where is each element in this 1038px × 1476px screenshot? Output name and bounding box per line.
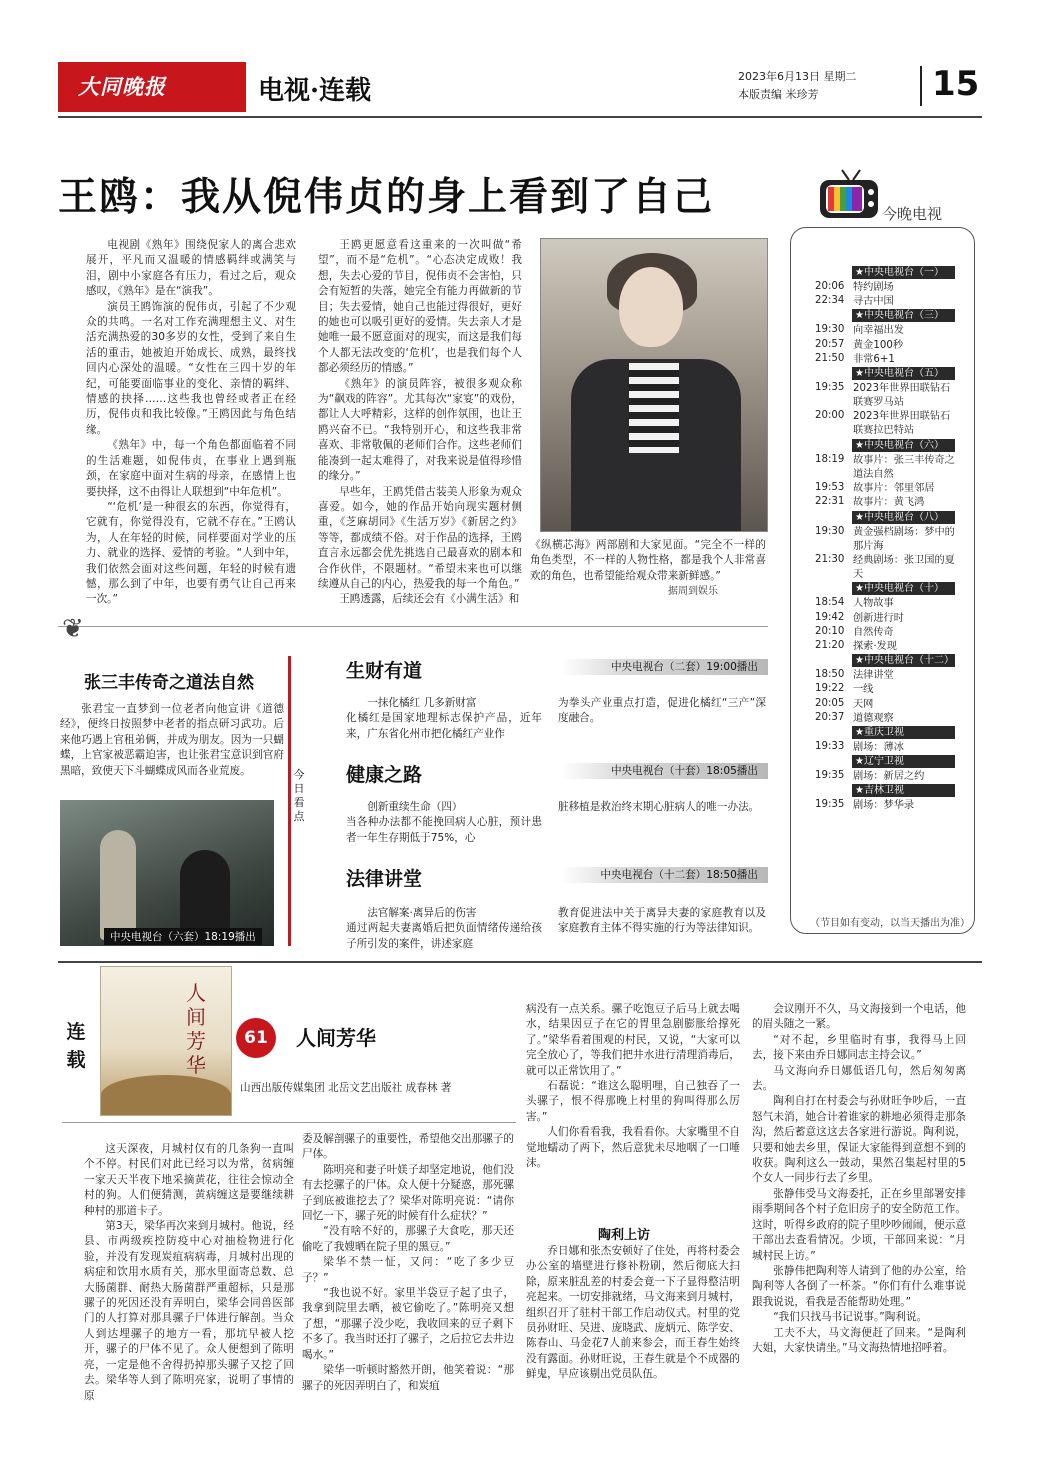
paragraph: 早些年，王鸥凭借古装美人形象为观众喜爱。如今，她的作品开始向现实题材侧重，《芝麻胡同》《生活万岁》《新居之约》等等，都成绩不俗。对于作品的选择，王鸥直言永远都会优先挑选自己最喜欢的剧本和合作伙伴，不限题材。“希望未来也可以继续遵从自己的内心，热爱我的每一个角色。”: [318, 485, 522, 590]
paragraph: 王鸥更愿意看这重来的一次叫做“希望”，而不是“危机”。“心态决定成败！我想，失去心爱的节目，倪伟贞不会害怕，只会有短暂的失落，她完全有能力再做新的节目；失去爱情，她自己也能过得很好，更好的她也可以吸引更好的爱情。失去亲人才是她唯一最不愿意面对的现实，而这是我们每个人都无法改变的‘危机’，也是我们每个人都必须经历的情感。”: [318, 239, 522, 375]
paragraph: “我也说不好。家里半袋豆子起了虫子，我拿到院里去晒，被它偷吃了。”陈明亮又想了想，“那骡子没少吃，我收回来的豆子剩下不多了。我当时还打了骡子，之后拉它去井边喝水。”: [302, 1287, 514, 1361]
paragraph: 石磊说：“谁这么聪明哩，自己独吞了一头骡子，恨不得那晚上村里的狗叫得那么厉害。”: [526, 1080, 740, 1123]
tv-program-name: 自然传奇: [853, 626, 894, 638]
photo-caption: 中央电视台（六套）18:19播出: [104, 928, 262, 945]
program-title: 法律讲堂: [346, 868, 423, 890]
program-desc-right: [558, 800, 766, 815]
tv-program-name: 天网: [853, 698, 874, 710]
tv-channel-header: ★吉林卫视: [852, 784, 955, 797]
paragraph: 马文海向乔日娜低语几句，然后匆匆离去。: [752, 1064, 966, 1093]
masthead: [58, 62, 982, 112]
tv-program-name: 故事片：邻里邻居: [853, 483, 935, 495]
article-headline: 王鸥：我从倪伟贞的身上看到了自己: [58, 174, 715, 220]
serial-divider: [62, 1122, 516, 1123]
retro-tv-icon: [816, 168, 886, 224]
tv-program-time: 18:54: [815, 597, 845, 609]
serial-column-4: [752, 1002, 966, 1356]
book-cover-title: 人间芳华: [186, 981, 206, 1077]
tv-program-name: 法律讲堂: [853, 670, 894, 682]
tv-program-name: 经典剧场：张卫国的夏天: [853, 555, 955, 580]
serial-column-1: [84, 1142, 294, 1404]
tv-program-name: 创新进行时: [853, 612, 904, 624]
program-title: 健康之路: [346, 764, 423, 786]
cover-landscape-shape: [101, 1075, 231, 1115]
program-channel: 中央电视台（二套）19:00播出: [560, 659, 768, 675]
article-column-2: [318, 238, 522, 608]
issue-date: 2023年6月13日 星期二: [738, 70, 857, 83]
tv-program-name: 人物故事: [853, 598, 894, 610]
tv-program-name: 道德观察: [853, 712, 894, 724]
tv-program-name: 黄金100秒: [853, 339, 904, 351]
feature-title: 张三丰传奇之道法自然: [84, 673, 254, 693]
paragraph: 乔日娜和张杰安顿好了住处，再将村委会办公室的墙壁进行修补粉刷，然后彻底大扫除，原来脏乱差的村委会竟一下子显得整洁明亮起来。一切安排就绪，马文海来到月城村，组织召开了驻村干部工作启动仪式。村里的党员孙财旺、吴进、庞晓武、庞炳元、陈学安、陈春山、马金花7人前来参会，而王春生始终没有露面。孙财旺说，王春生就是个不成器的鲜鬼，早应该剔出党员队伍。: [526, 1245, 740, 1381]
tonight-tv-title: 今晚电视: [882, 205, 943, 223]
today-highlight-label: 今日看点: [291, 768, 307, 824]
paragraph: 教育促进法中关于离异夫妻的家庭教育以及家庭教育主体不得实施的行为等法律知识。: [558, 907, 766, 935]
paragraph: “对不起，乡里临时有事，我得马上回去，接下来由乔日娜同志主持会议。”: [752, 1033, 966, 1062]
tv-program-time: 20:06: [815, 281, 845, 292]
masthead-rule: [58, 116, 982, 118]
article-byline: 据周到娱乐: [668, 586, 718, 597]
paragraph: 会议刚开不久，马文海接到一个电话，他的眉头随之一紧。: [752, 1003, 966, 1031]
tv-channel-header: ★中央电视台（十）: [852, 582, 955, 595]
serial-title: 人间芳华: [296, 1026, 376, 1050]
tv-program-name: 剧场：新居之约: [853, 771, 925, 783]
tv-program-name: 故事片：黄飞鸿: [853, 497, 925, 509]
tv-program-time: 19:35: [815, 799, 845, 811]
program-desc-left: [346, 696, 542, 742]
tv-program-time: 20:10: [815, 625, 845, 637]
tv-program-time: 19:22: [815, 683, 845, 695]
section-name: 电视·连载: [258, 76, 372, 106]
program-desc-right: [558, 696, 766, 727]
tv-program-time: 20:05: [815, 697, 845, 709]
paragraph: 王鸥透露，后续还会有《小满生活》和: [339, 593, 520, 606]
section-divider: [58, 626, 768, 627]
photo-figure-shape: [180, 850, 230, 940]
serial-subheading: 陶利上访: [598, 1228, 651, 1243]
tv-program-name: 2023年世界田联钻石联赛拉巴特站: [853, 411, 951, 437]
schedule-note: （节目如有变动，以当天播出为准）: [810, 918, 970, 929]
tv-program-time: 21:50: [815, 352, 845, 364]
paragraph: 张静伟把陶利等人请到了他的办公室，给陶利等人各倒了一杯茶。“你们有什么难事说跟我说说，看我是否能帮助处理。”: [752, 1264, 966, 1308]
tv-program-name: 非常6+1: [853, 353, 895, 365]
tv-channel-header: ★中央电视台（六）: [852, 439, 955, 452]
tv-channel-header: ★中央电视台（五）: [852, 367, 955, 380]
leaf-ornament-icon: ❦: [62, 614, 84, 644]
paragraph: 一抹化橘红 几多新财富 化橘红是国家地理标志保护产品，近年来，广东省化州市把化橘红产业作: [346, 697, 542, 740]
paragraph: 为拳头产业重点打造，促进化橘红“三产”深度融合。: [558, 697, 766, 725]
paragraph: 《熟年》中，每一个角色都面临着不同的生活难题，如倪伟贞，在事业上遇到瓶颈，在家庭中面对生病的母亲，在感情上也要抉择，这不由得让人联想到“中年危机”。: [86, 439, 296, 498]
tv-program-time: 18:50: [815, 669, 845, 681]
logo-banner: [186, 62, 246, 112]
photo-face-shape: [619, 267, 683, 347]
tv-program-name: 向幸福出发: [853, 325, 904, 337]
tv-program-time: 18:19: [815, 453, 845, 465]
paragraph: “‘危机’是一种很玄的东西，你觉得有，它就有，你觉得没有，它就不存在。”王鸥认为，人在年轻的时候，同样要面对学业的压力、就业的选择、爱情的考验。“人到中年，我们依然会面对这些问题，年轻的时候有遗憾，那么到了中年，也要有勇气让自己再来一次。”: [86, 500, 296, 606]
paragraph: 电视剧《熟年》围绕倪家人的离合悲欢展开，平凡而又温暖的情感羁绊或满笑与泪，剧中小家庭各有压力，看过之后，观众感叹，《熟年》是在“演我”。: [86, 239, 296, 298]
serial-label: 连载: [66, 1021, 86, 1071]
tv-program-name: 探索·发现: [853, 641, 897, 652]
paragraph: 工夫不大，马文海便赶了回来。“是陶利大姐，大家快请坐。”马文海热情地招呼着。: [752, 1326, 966, 1354]
paragraph: 法官解案·离异后的伤害 通过两起夫妻离婚后把负面情绪传递给孩子所引发的案件，讲述家庭: [346, 907, 542, 950]
page-number: 15: [932, 64, 980, 104]
paragraph: 脏移植是救治终末期心脏病人的唯一办法。: [558, 801, 760, 813]
tv-program-name: 剧场：薄冰: [853, 742, 904, 753]
tv-program-time: 19:35: [815, 770, 845, 782]
section-divider: [58, 961, 982, 963]
book-cover: [100, 966, 232, 1116]
paragraph: 张静伟受马文海委托，正在乡里部署安排雨季期间各个村子危旧房子的安全防范工作。这时，听得乡政府的院子里吵吵闹闹，便示意干部出去查看情况。少顷，干部回来说：“月城村民上访。”: [752, 1187, 966, 1262]
masthead-divider: [920, 66, 922, 106]
tv-program-name: 寻古中国: [853, 296, 894, 308]
tv-program-time: 19:30: [815, 324, 845, 336]
paragraph: 《熟年》的演员阵容，被很多观众称为“飙戏的阵容”。尤其每次“家宴”的戏份，都让人大呼精彩，这样的创作氛围，也让王鸥兴奋不已。“我特别开心，和这些我非常喜欢、非常敬佩的老师们合作。这些老师们能凑到一起太难得了，对我来说是值得珍惜的缘分。”: [318, 377, 522, 483]
tv-program-time: 19:53: [815, 482, 845, 494]
program-channel: 中央电视台（十套）18:05播出: [560, 763, 768, 779]
tv-program-time: 19:33: [815, 741, 845, 752]
feature-text: [60, 702, 284, 779]
paragraph: 这天深夜，月城村仅有的几条狗一直叫个不停。村民们对此已经习以为常，贫病缠一家天天半夜下地采摘黄花，往往会惊动全村的狗。人们便猜测，黄病缠这是要继续耕种村的那道卡子。: [84, 1143, 294, 1217]
photo-figure-shape: [100, 830, 136, 940]
paragraph: 梁华不禁一怔，又问：“吃了多少豆子？”: [302, 1256, 514, 1284]
tv-channel-header: ★中央电视台（十二）: [852, 654, 955, 667]
serial-column-3b: [526, 1244, 740, 1383]
page-editor: 本版责编 米珍芳: [738, 88, 819, 101]
tv-program-time: 21:30: [815, 554, 845, 565]
paragraph: 第3天，梁华再次来到月城村。他说，经县、市两级疾控防疫中心对抽检物进行化验，并没有发现炭疽病病毒，月城村出现的病症和饮用水质有关，那水里面寄总数、总大肠菌群、耐热大肠菌群严重超标，只是那骡子的死因还没有弄明白，梁华会同兽医部门的人打算对那具骡子尸体进行解剖。当众人到达埋骡子的地方一看，那坑早被人挖开，骡子的尸体不见了。众人便想到了陈明亮，一定是他不舍得扔掉那头骡子又挖了回去。梁华等人到了陈明亮家，说明了事情的原: [84, 1220, 294, 1402]
paragraph: 梁华一听顿时豁然开朗，他笑着说：“那骡子的死因弄明白了，和炭疽: [302, 1364, 514, 1392]
tv-program-time: 20:57: [815, 338, 845, 350]
tv-program-time: 19:30: [815, 525, 845, 537]
tv-program-name: 黄金强档剧场：梦中的那片海: [853, 526, 955, 552]
program-desc-right: [558, 906, 766, 937]
program-desc-left: [346, 800, 542, 846]
tv-program-name: 2023年世界田联钻石联赛罗马站: [853, 383, 951, 408]
newspaper-logo: 大同晚报: [58, 62, 186, 112]
article-column-1: [86, 238, 296, 608]
program-desc-left: [346, 906, 542, 952]
program-title: 生财有道: [346, 660, 423, 682]
paragraph: 演员王鸥饰演的倪伟贞，引起了不少观众的共鸣。一名对工作充满理想主义、对生活充满热爱的30多岁的女性，受到了来自生活的重击，她被迫开始成长、成熟，最终找回内心深处的温暖。“女性在三四十岁的年纪，可能要面临事业的变化、亲情的羁绊、情感的抉择……这些我也曾经或者正在经历，倪伟贞和我比较像。”王鸥因此与角色结缘。: [86, 300, 296, 436]
tv-program-name: 一线: [853, 684, 874, 696]
tv-channel-header: ★中央电视台（一）: [852, 266, 955, 279]
paragraph: “我们只找马书记说事。”陶利说。: [773, 1311, 928, 1324]
photo-shirt-shape: [629, 363, 679, 453]
paragraph: 陈明亮和妻子叶媄子却坚定地说，他们没有去挖骡子的尸体。众人便十分疑惑，那死骡子到底被谁挖去了？梁华对陈明亮说：“请你回忆一下，骡子死的时候有什么症状？”: [302, 1163, 514, 1223]
tv-channel-header: ★中央电视台（三）: [852, 309, 955, 322]
episode-number-badge: 61: [236, 1018, 276, 1058]
actress-photo: [540, 238, 768, 532]
paragraph: 陶利自打在村委会与孙财旺争吵后，一直怒气未消，她合计着谁家的耕地必须得走那条沟，然后蓄意这这去各家进行游说。陶利说，只要和她去乡里，保证大家能得到意想不到的收获。陶利这么一鼓动，果然召集起村里的5个女人一同步行去了乡里。: [752, 1095, 966, 1185]
paragraph: “没有啥不好的，那骡子大食吃，那天还偷吃了我嫂晒在院子里的黑豆。”: [302, 1225, 514, 1253]
paragraph: 委及解剖骡子的重要性，希望他交出那骡子的尸体。: [302, 1133, 514, 1161]
tv-program-name: 故事片：张三丰传奇之道法自然: [853, 454, 955, 480]
paragraph: 《纵横芯海》两部剧和大家见面。“完全不一样的角色类型，不一样的人物性格，都是我个人非常喜欢的角色，也希望能给观众带来新鲜感。”: [530, 539, 766, 582]
paragraph: 人们你看看我，我看看你。大家嘴里不自觉地蠕动了两下，然后意犹未尽地咽了一口唾沫。: [526, 1126, 740, 1170]
tv-program-name: 特约剧场: [853, 282, 894, 293]
tv-program-time: 19:35: [815, 382, 845, 393]
paragraph: 张君宝一直梦到一位老者向他宣讲《道德经》，便终日按照梦中老者的指点研习武功。后来他巧遇上官租弟俩，并成为朋友。因为一只蝴蝶，上官家被恶霸迫害，也让张君宝意识到官府黑暗，致使天下斗蝴蝶成风而各业荒废。: [60, 703, 284, 777]
tv-program-time: 21:20: [815, 640, 845, 651]
tv-channel-header: ★重庆卫视: [852, 726, 955, 739]
tv-channel-header: ★中央电视台（八）: [852, 511, 955, 524]
tv-program-time: 22:34: [815, 295, 845, 307]
tv-program-name: 剧场：梦华录: [853, 800, 915, 812]
tv-program-time: 22:31: [815, 496, 845, 508]
tv-program-time: 20:37: [815, 711, 845, 723]
program-channel: 中央电视台（十二套）18:50播出: [560, 867, 768, 883]
article-column-3: [530, 538, 766, 584]
drama-still-photo: [60, 800, 274, 946]
tv-program-time: 20:00: [815, 410, 845, 422]
tv-program-time: 19:42: [815, 611, 845, 623]
paragraph: 病没有一点关系。骡子吃饱豆子后马上就去喝水，结果因豆子在它的胃里急剧膨胀给撑死了。”梁华看着围观的村民，又说，“大家可以完全放心了，等我们把井水进行清理消毒后，就可以正常饮用了。”: [526, 1003, 740, 1077]
serial-publisher: 山西出版传媒集团 北岳文艺出版社 成春林 著: [240, 1082, 452, 1094]
serial-column-3: [526, 1002, 740, 1171]
tv-channel-header: ★辽宁卫视: [852, 755, 955, 768]
serial-column-2: [302, 1132, 514, 1394]
paragraph: 创新重续生命（四） 当各种办法都不能挽回病人心脏，预计患者一年生存期低于75%，心: [346, 801, 542, 844]
